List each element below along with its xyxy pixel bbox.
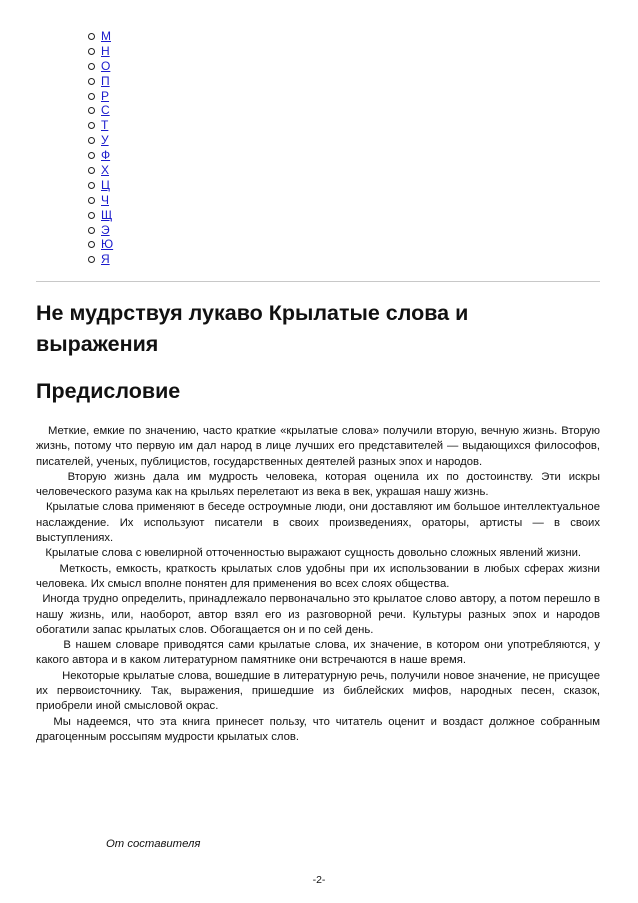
letter-link[interactable]: Я xyxy=(101,252,110,267)
circle-bullet-icon xyxy=(88,107,95,114)
circle-bullet-icon xyxy=(88,256,95,263)
letter-link[interactable]: М xyxy=(101,29,111,43)
alphabet-index-list xyxy=(88,29,113,267)
letter-link[interactable]: Ц xyxy=(101,177,110,192)
letter-link[interactable]: С xyxy=(101,103,110,118)
letter-link[interactable]: Ю xyxy=(101,237,114,252)
letter-link[interactable]: Э xyxy=(101,222,110,237)
circle-bullet-icon xyxy=(88,78,95,85)
list-item xyxy=(88,44,113,59)
letter-link[interactable]: Т xyxy=(101,118,109,133)
circle-bullet-icon xyxy=(88,167,95,174)
list-item xyxy=(88,74,113,89)
list-item xyxy=(88,178,113,193)
list-item xyxy=(88,223,113,238)
list-item xyxy=(88,237,113,252)
letter-link[interactable]: Н xyxy=(101,43,110,58)
circle-bullet-icon xyxy=(88,227,95,234)
list-item xyxy=(88,59,113,74)
list-item xyxy=(88,193,113,208)
preface-body xyxy=(36,424,604,745)
book-title: Не мудрствуя лукаво Крылатые слова и выражения xyxy=(36,301,469,356)
letter-link[interactable]: Р xyxy=(101,88,110,103)
circle-bullet-icon xyxy=(88,48,95,55)
letter-link[interactable]: Щ xyxy=(101,207,113,222)
paragraph: Крылатые слова применяют в беседе остроумные люди, они доставляют им большое интеллектуальное наслаждение. Их используют писатели в своих произведениях, ораторы, артисты — в своих выступлениях. xyxy=(36,501,604,545)
letter-link[interactable]: Ч xyxy=(101,192,109,207)
circle-bullet-icon xyxy=(88,33,95,40)
letter-link[interactable]: Ф xyxy=(101,148,111,163)
letter-link[interactable]: Х xyxy=(101,163,110,178)
signature: От составителя xyxy=(106,838,201,850)
paragraph: Крылатые слова с ювелирной отточенностью выражают сущность довольно сложных явлений жизни. xyxy=(36,547,582,560)
circle-bullet-icon xyxy=(88,122,95,129)
paragraph: Некоторые крылатые слова, вошедшие в литературную речь, получили новое значение, не присущее их первоисточнику. Так, выражения, пришедшие из библейских мифов, народных песен, сказок, приобрели иной смысловой окрас. xyxy=(36,669,604,713)
paragraph: Меткие, емкие по значению, часто краткие «крылатые слова» получили вторую, вечную жизнь. Вторую жизнь, потому что первую им дал народ в лице лучших его представителей — выдающихся философов, писателей, ученых, публицистов, государственных деятелей разных эпох и народов. xyxy=(36,425,604,468)
page-number: -2- xyxy=(312,874,326,886)
letter-link[interactable]: У xyxy=(101,133,109,148)
circle-bullet-icon xyxy=(88,182,95,189)
paragraph: Мы надеемся, что эта книга принесет пользу, что читатель оценит и воздаст должное собранным драгоценным россыпям мудрости крылатых слов. xyxy=(36,715,604,743)
section-title: Предисловие xyxy=(36,379,181,403)
paragraph: В нашем словаре приводятся сами крылатые слова, их значение, в котором они употребляются, у какого автора и в каком литературном памятнике они встречаются в наше время. xyxy=(36,639,604,667)
circle-bullet-icon xyxy=(88,152,95,159)
circle-bullet-icon xyxy=(88,241,95,248)
circle-bullet-icon xyxy=(88,63,95,70)
circle-bullet-icon xyxy=(88,93,95,100)
paragraph: Вторую жизнь дала им мудрость человека, которая оценила их по достоинству. Эти искры человеческого разума как на крыльях перелетают из века в век, украшая нашу жизнь. xyxy=(36,470,604,499)
list-item xyxy=(88,103,113,118)
list-item xyxy=(88,163,113,178)
letter-link[interactable]: П xyxy=(101,73,110,88)
circle-bullet-icon xyxy=(88,137,95,144)
list-item xyxy=(88,89,113,104)
list-item xyxy=(88,148,113,163)
list-item xyxy=(88,133,113,148)
circle-bullet-icon xyxy=(88,212,95,219)
list-item xyxy=(88,208,113,223)
list-item xyxy=(88,29,113,44)
letter-link[interactable]: О xyxy=(101,58,111,73)
list-item xyxy=(88,252,113,267)
circle-bullet-icon xyxy=(88,197,95,204)
paragraph: Иногда трудно определить, принадлежало первоначально это крылатое слово автору, а потом перешло в нашу жизнь, или, наоборот, автор взял его из разговорной речи. Культуры разных эпох и народов обогатили запас крылатых слов. Обогащается он и по сей день. xyxy=(36,593,604,636)
paragraph: Меткость, емкость, краткость крылатых слов удобны при их использовании в любых сферах жизни человека. Их смысл вполне понятен для применения во всех слоях общества. xyxy=(36,562,604,590)
horizontal-divider xyxy=(36,281,600,282)
list-item xyxy=(88,118,113,133)
